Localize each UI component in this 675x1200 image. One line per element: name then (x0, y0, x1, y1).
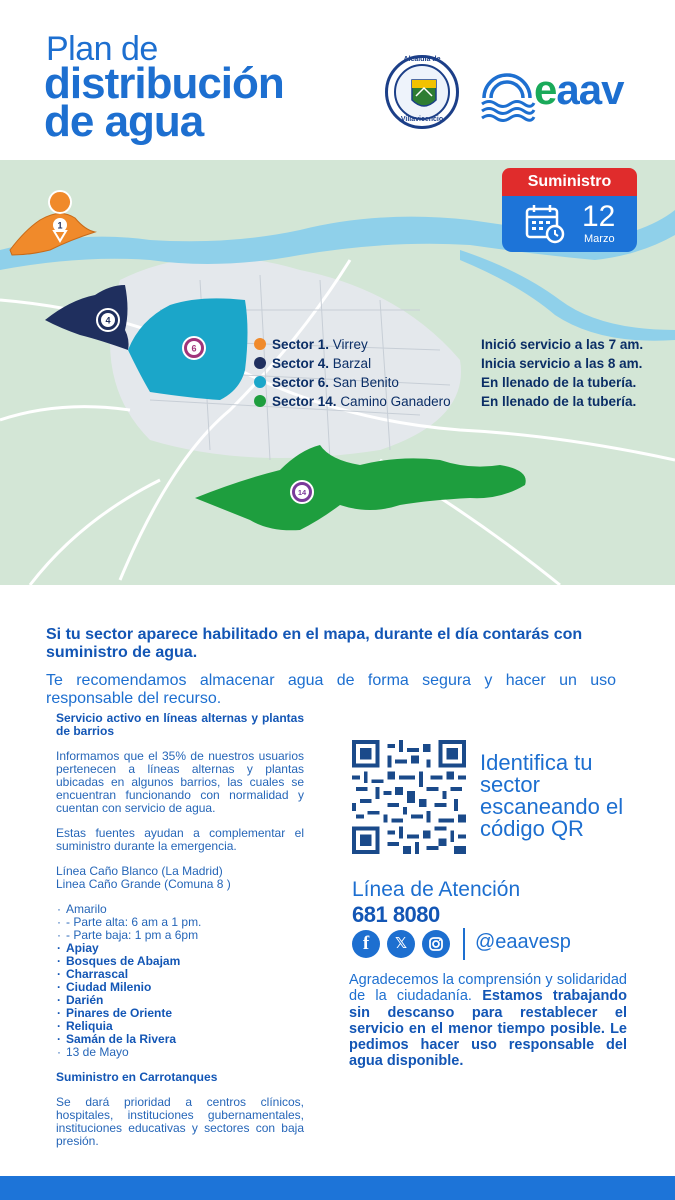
list-item: · Pinares de Oriente (56, 1007, 304, 1020)
list-item: · Charrascal (56, 968, 304, 981)
sector-6-dot (254, 376, 266, 388)
list-item: · 13 de Mayo (56, 1046, 304, 1059)
facebook-icon[interactable]: f (352, 930, 380, 958)
intro-recommendation: Te recomendamos almacenar agua de forma segura y hacer un uso responsable del recurso. (46, 672, 616, 707)
supply-date-badge (502, 168, 637, 252)
eaav-logo-text: eaav (534, 66, 624, 113)
legend-sector-4-name: Barzal (332, 356, 372, 371)
line-cano-grande: Linea Caño Grande (Comuna 8 ) (56, 877, 231, 891)
instagram-icon[interactable] (422, 930, 450, 958)
x-icon[interactable]: 𝕏 (387, 930, 415, 958)
sector-4-dot (254, 357, 266, 369)
status-sector-1: Inició servicio a las 7 am. (481, 337, 644, 352)
status-sector-4: Inicia servicio a las 8 am. (481, 356, 643, 371)
map-pin-6 (183, 337, 205, 359)
legend-sector-1-name: Virrey (332, 337, 368, 352)
calendar-clock-icon (524, 203, 566, 245)
social-separator (463, 928, 465, 960)
supply-label: Suministro (502, 168, 637, 196)
svg-text:4: 4 (105, 315, 111, 326)
svg-text:14: 14 (297, 488, 307, 497)
legend-sector-6 (254, 375, 399, 390)
supply-month: Marzo (584, 233, 615, 245)
status-sector-14: En llenado de la tubería. (481, 394, 637, 409)
coat-of-arms-icon (396, 66, 452, 122)
list-item: · Ciudad Milenio (56, 981, 304, 994)
qr-code[interactable] (352, 740, 466, 854)
status-sector-6: En llenado de la tubería. (481, 375, 637, 390)
attention-phone[interactable]: 681 8080 (352, 902, 440, 927)
legend-sector-4 (254, 356, 371, 371)
carrotanques-heading: Suministro en Carrotanques (56, 1070, 218, 1084)
instagram-glyph (422, 930, 450, 958)
eaav-waves-icon (478, 72, 536, 122)
list-item: · Darién (56, 994, 304, 1007)
legend-sector-1 (254, 337, 368, 352)
svg-text:1: 1 (57, 220, 63, 231)
legend-sector-14 (254, 394, 451, 409)
list-item: · Amarilo (56, 903, 304, 916)
alcaldia-seal-logo (385, 55, 459, 129)
seal-bottom-text: Villavicencio (400, 116, 444, 123)
list-item: · Bosques de Abajam (56, 955, 304, 968)
legend-sector-1-id: Sector 1. (272, 337, 330, 352)
alternate-lines-heading: Servicio activo en líneas alternas y plantas de barrios (56, 711, 304, 738)
list-item: · Reliquia (56, 1020, 304, 1033)
thanks-normal: Agradecemos la comprensión y solidaridad de la ciudadanía. (349, 972, 627, 1005)
list-item: · - Parte baja: 1 pm a 6pm (56, 929, 304, 942)
carrotanques-text: Se dará prioridad a centros clínicos, hospitales, instituciones gubernamentales, instituciones educativas y sectores con baja presión. (56, 1095, 304, 1148)
supply-date-box (502, 196, 637, 252)
legend-sector-6-id: Sector 6. (272, 375, 330, 390)
legend-sector-14-id: Sector 14. (272, 394, 337, 409)
legend-sector-4-id: Sector 4. (272, 356, 330, 371)
qr-instruction: Identifica tu sector escaneando el código QR (480, 750, 624, 841)
seal-top-text: Alcaldía de (403, 56, 441, 63)
supply-day: 12 (582, 200, 616, 233)
neighborhood-list (56, 903, 304, 1059)
list-item: · - Parte alta: 6 am a 1 pm. (56, 916, 304, 929)
map-pin-14 (291, 481, 313, 503)
svg-text:6: 6 (191, 343, 197, 354)
legend-sector-6-name: San Benito (332, 375, 399, 390)
footer-bar (0, 1176, 675, 1200)
intro-bold-text: Si tu sector aparece habilitado en el mapa, durante el día contarás con suministro de agua. (46, 626, 583, 661)
attention-line-title: Línea de Atención (352, 878, 521, 901)
title-line-3: de agua (44, 97, 204, 146)
sector-14-dot (254, 395, 266, 407)
legend-sector-14-name: Camino Ganadero (340, 394, 451, 409)
alternate-lines-section (56, 712, 304, 1148)
list-item: · Samán de la Rivera (56, 1033, 304, 1046)
title-line-1: Plan de (46, 30, 158, 68)
social-handle[interactable]: @eaavesp (475, 931, 571, 953)
line-cano-blanco: Línea Caño Blanco (La Madrid) (56, 864, 223, 878)
map-pin-4 (97, 309, 119, 331)
alternate-lines-paragraph: Informamos que el 35% de nuestros usuarios pertenecen a líneas alternas y plantas ubicadas en algunos barrios, las cuales se encuentran funcionando con normalidad y cuentan con servicio de agua. (56, 749, 304, 815)
list-item: · Apiay (56, 942, 304, 955)
thanks-message (349, 972, 627, 1070)
title-line-2: distribución (44, 59, 284, 108)
thanks-bold: Estamos trabajando sin descanso para restablecer el servicio en el menor tiempo posible. Le pedimos hacer uso responsable del agua disponible. (349, 988, 628, 1070)
sector-1-dot (254, 338, 266, 350)
emergency-paragraph: Estas fuentes ayudan a complementar el suministro durante la emergencia. (56, 826, 304, 853)
